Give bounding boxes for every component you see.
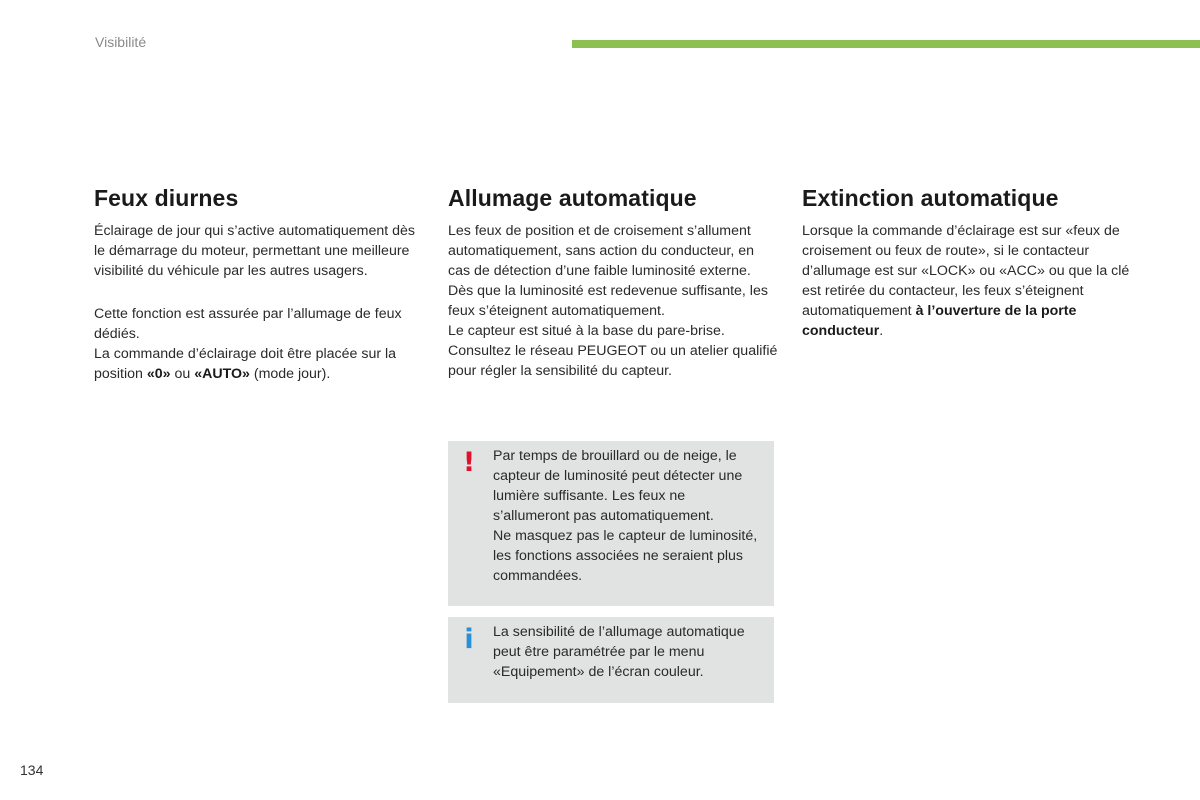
note-text: Ne masquez pas le capteur de luminosité, les fonctions associées ne seraient plus commandées. (493, 528, 758, 584)
warning-note (448, 441, 774, 606)
paragraph: Dès que la luminosité est redevenue suffisante, les feux s’éteignent automatiquement. (448, 283, 768, 319)
bold-text: «AUTO» (194, 366, 250, 382)
section-title: Allumage automatique (448, 185, 697, 211)
paragraph (802, 221, 1132, 341)
paragraph: Consultez le réseau PEUGEOT ou un atelier qualifié pour régler la sensibilité du capteur. (448, 343, 778, 379)
section-title: Extinction automatique (802, 185, 1059, 211)
text-run: ou (170, 366, 195, 382)
bold-text: à l’ouverture de la porte conducteur (802, 303, 1077, 339)
paragraph: Les feux de position et de croisement s’allument automatiquement, sans action du conducteur, en cas de détection d’une faible luminosité externe. (448, 223, 755, 279)
info-note (448, 617, 774, 703)
paragraph: Cette fonction est assurée par l’allumage de feux dédiés. (94, 306, 402, 342)
text-run: Lorsque la commande d’éclairage est sur «feux de croisement ou feux de route», si le contacteur d’allumage est sur «LOCK» ou «ACC» ou que la clé est retirée du contacteur, les feux s’éteignent automatiquement (802, 223, 1130, 319)
section-label: Visibilité (95, 34, 147, 50)
text-run: (mode jour). (249, 366, 331, 382)
note-text: La sensibilité de l’allumage automatique peut être paramétrée par le menu «Equipement» de l’écran couleur. (493, 624, 745, 680)
note-text: Par temps de brouillard ou de neige, le capteur de luminosité peut détecter une lumière suffisante. Les feux ne s’allumeront pas automatiquement. (493, 448, 743, 524)
text-run: La commande d’éclairage doit être placée sur la position (94, 346, 397, 382)
column-feux-diurnes (94, 184, 424, 384)
paragraph: Le capteur est situé à la base du pare-brise. (448, 323, 725, 339)
section-title: Feux diurnes (94, 185, 239, 211)
info-icon: i (464, 624, 474, 655)
page-number: 134 (20, 762, 44, 778)
accent-bar (572, 40, 1200, 48)
column-allumage-automatique (448, 184, 778, 381)
bold-text: «0» (146, 366, 171, 382)
exclamation-icon: ! (462, 447, 476, 478)
text-run: . (879, 323, 884, 339)
column-extinction-automatique (802, 184, 1132, 341)
paragraph: Éclairage de jour qui s’active automatiquement dès le démarrage du moteur, permettant une meilleure visibilité du véhicule par les autres usagers. (94, 223, 415, 279)
paragraph (94, 344, 424, 384)
